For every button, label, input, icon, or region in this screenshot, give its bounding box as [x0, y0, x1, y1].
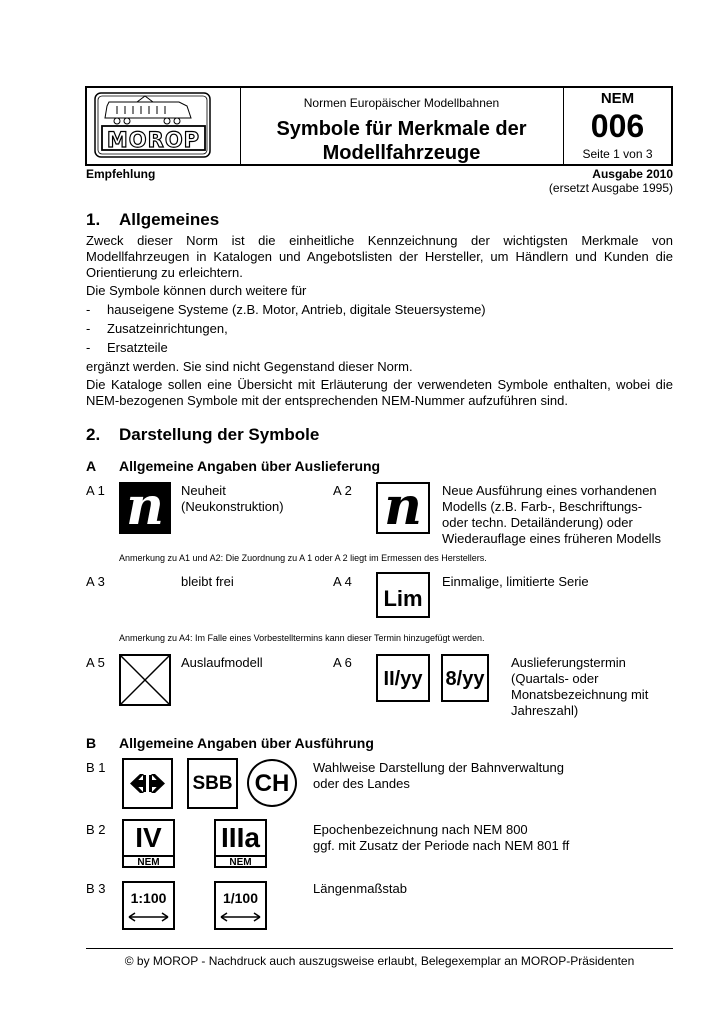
sec1-p1: Zweck dieser Norm ist die einheitliche Kennzeichnung der wichtigsten Merkmale von Modellfahrzeugen in Katalogen und Angebotslisten der Hersteller, um Händlern und Kunden die Orientierung zu erleichtern.: [86, 233, 673, 280]
b2-text-line1: Epochenbezeichnung nach NEM 800: [313, 822, 528, 837]
a5-label: A 5: [86, 655, 105, 670]
a4-symbol: Lim: [383, 586, 423, 611]
doc-title-line1: Symbole für Merkmale der: [276, 118, 527, 140]
nem-number: 006: [590, 108, 645, 144]
a6-text-line2: (Quartals- oder: [511, 671, 599, 686]
b1-ch-symbol: CH: [254, 770, 290, 797]
a6-symbol-quarter: II/yy: [383, 668, 423, 690]
title-cell: [240, 88, 564, 164]
doc-title-line2: Modellfahrzeuge: [322, 142, 481, 164]
a2-text-line4: Wiederauflage eines früheren Modells: [442, 531, 661, 546]
b3-label: B 3: [86, 881, 106, 896]
logo-cell: [87, 88, 241, 164]
b2-epoch-box-2: [214, 819, 267, 868]
b3-arrow-2-icon: [220, 912, 261, 922]
b1-sbb-symbol: SBB: [192, 773, 233, 794]
logo-text: MOROP: [106, 128, 201, 152]
replaces-label: (ersetzt Ausgabe 1995): [548, 181, 673, 195]
b1-ch-oval: [247, 759, 297, 807]
nem-label: NEM: [600, 90, 635, 107]
subsec-a-title: Allgemeine Angaben über Auslieferung: [119, 458, 381, 474]
b3-scale-box-2: [214, 881, 267, 930]
a1-symbol-box: [119, 476, 171, 537]
bullet-dash-3: -: [86, 340, 91, 355]
a3-label: A 3: [86, 574, 105, 589]
discontinued-icon: [119, 654, 171, 706]
bullet-dash-1: -: [86, 302, 91, 317]
sec2-num: 2.: [86, 425, 101, 444]
a2-symbol-box: [376, 476, 430, 537]
copyright-icon: ©: [124, 954, 134, 968]
a2-label: A 2: [333, 483, 352, 498]
bullet-3: Ersatzteile: [107, 340, 168, 355]
a3-text: bleibt frei: [181, 574, 234, 589]
a6-text-line1: Auslieferungstermin: [511, 655, 626, 670]
sbb-logo-icon: [122, 758, 173, 809]
a2-text-line1: Neue Ausführung eines vorhandenen: [442, 483, 657, 498]
b2-label: B 2: [86, 822, 106, 837]
b3-arrow-1-icon: [128, 912, 169, 922]
b2-epoch-2: IIIa: [221, 822, 260, 853]
sec1-heading: Allgemeines: [119, 210, 220, 229]
b1-sbb-box: [187, 758, 238, 809]
b1-text-line1: Wahlweise Darstellung der Bahnverwaltung: [313, 760, 564, 775]
b3-scale-2: 1/100: [222, 890, 259, 906]
edition-label: Ausgabe 2010: [592, 167, 673, 181]
a6-quarter-box: [376, 654, 430, 702]
a1-text2: (Neukonstruktion): [181, 499, 284, 514]
page-number: Seite 1 von 3: [582, 147, 653, 161]
subsec-b-letter: B: [86, 735, 97, 751]
b1-label: B 1: [86, 760, 106, 775]
b2-epoch-1: IV: [135, 822, 162, 853]
bullet-2: Zusatzeinrichtungen,: [107, 321, 228, 336]
bullet-1: hauseigene Systeme (z.B. Motor, Antrieb, digitale Steuersysteme): [107, 302, 486, 317]
sec1-p3: ergänzt werden. Sie sind nicht Gegenstand dieser Norm.: [86, 359, 413, 374]
a2-symbol: n: [384, 476, 422, 537]
a6-label: A 6: [333, 655, 352, 670]
b1-text-line2: oder des Landes: [313, 776, 410, 791]
a2-text-line3: oder techn. Detailänderung) oder: [442, 515, 633, 530]
a1-text1: Neuheit: [181, 483, 226, 498]
b2-epoch-2-sub: NEM: [216, 855, 265, 868]
sec1-p4: Die Kataloge sollen eine Übersicht mit Erläuterung der verwendeten Symbole enthalten, wobei die NEM-bezogenen Symbole mit der entsprechenden NEM-Nummer aufzuführen sind.: [86, 377, 673, 408]
header-table: [85, 86, 673, 166]
a5-text: Auslaufmodell: [181, 655, 263, 670]
note-a4: Anmerkung zu A4: Im Falle eines Vorbestelltermins kann dieser Termin hinzugefügt werden.: [119, 633, 485, 643]
a4-text: Einmalige, limitierte Serie: [442, 574, 589, 589]
footer-text-wrap: [86, 954, 673, 969]
a1-label: A 1: [86, 483, 105, 498]
status-label: Empfehlung: [86, 167, 156, 181]
b2-epoch-box-1: [122, 819, 175, 868]
morop-logo: [87, 88, 240, 164]
a4-label: A 4: [333, 574, 352, 589]
nem-cell: [564, 88, 671, 164]
a6-text-line4: Jahreszahl): [511, 703, 579, 718]
b2-epoch-1-sub: NEM: [124, 855, 173, 868]
b3-scale-1: 1:100: [130, 890, 167, 906]
b3-text: Längenmaßstab: [313, 881, 407, 896]
sec2-heading: Darstellung der Symbole: [119, 425, 320, 444]
sec1-num: 1.: [86, 210, 101, 229]
subsec-b-title: Allgemeine Angaben über Ausführung: [119, 735, 374, 751]
b2-text-line2: ggf. mit Zusatz der Periode nach NEM 801 ff: [313, 838, 570, 853]
a6-symbol-month: 8/yy: [445, 668, 485, 690]
b3-scale-box-1: [122, 881, 175, 930]
bullet-dash-2: -: [86, 321, 91, 336]
a6-text-line3: Monatsbezeichnung mit: [511, 687, 649, 702]
a2-text-line2: Modells (z.B. Farb-, Beschriftungs-: [442, 499, 643, 514]
footer-rule: [86, 948, 673, 949]
footer-text: by MOROP - Nachdruck auch auszugsweise erlaubt, Belegexemplar an MOROP-Präsidenten: [136, 954, 635, 968]
note-a1-a2: Anmerkung zu A1 und A2: Die Zuordnung zu A 1 oder A 2 liegt im Ermessen des Herstellers.: [119, 553, 487, 563]
a1-symbol: n: [126, 476, 164, 537]
org-name: Normen Europäischer Modellbahnen: [303, 96, 500, 110]
a4-symbol-box: [376, 572, 430, 618]
a6-month-box: [441, 654, 489, 702]
sec1-p2: Die Symbole können durch weitere für: [86, 283, 307, 298]
subsec-a-letter: A: [86, 458, 97, 474]
